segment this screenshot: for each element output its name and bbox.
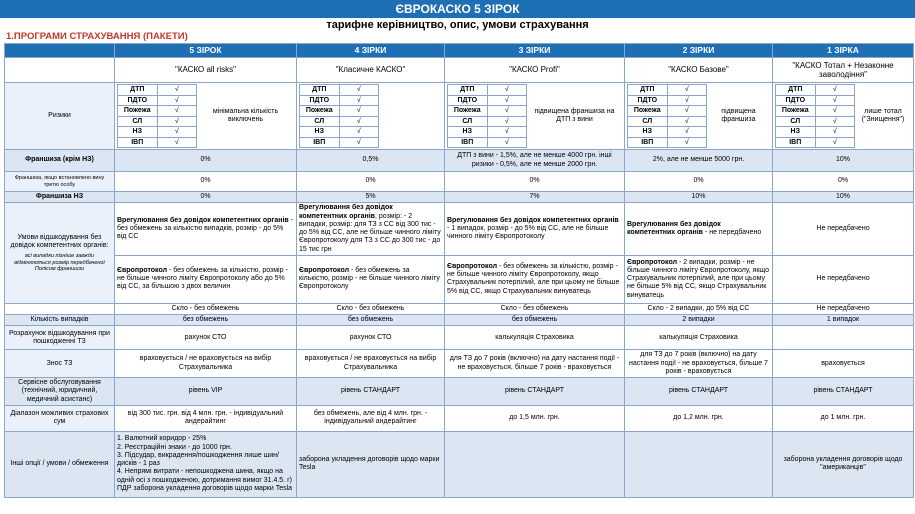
- compensation-term: Врегулювання без довідок компетентних органів: [117, 216, 289, 224]
- risk-check: √: [815, 106, 855, 117]
- compensation-text: , розмір: - 2 випадки, розмір: для ТЗ з СС від 300 тис - до 5% від СС, але не більше чинного ліміту Європротоколу для ТЗ з СС до 300 тис - до 15 тис грн: [299, 212, 441, 253]
- page-subtitle: тарифне керівництво, опис, умови страхування: [326, 19, 589, 31]
- risk-name: СЛ: [776, 116, 816, 127]
- compensation-b-cell: [115, 255, 297, 303]
- franchise-label: Франшиза (крім НЗ): [5, 150, 115, 172]
- risk-name: ДТП: [448, 85, 488, 96]
- risks-label: Ризики: [5, 83, 115, 150]
- risk-name: ПДТО: [448, 95, 488, 106]
- risk-check: √: [339, 137, 379, 148]
- options-first-cell: [115, 431, 297, 497]
- range-value: від 300 тис. грн. від 4 млн. грн. - індивідуальний андерайтинг: [115, 405, 297, 431]
- header-empty: [5, 44, 115, 58]
- risk-name: ДТП: [118, 85, 158, 96]
- risk-check: √: [157, 95, 197, 106]
- calc-value: калькуляція Страховика: [445, 326, 625, 350]
- wear-value: враховується: [773, 350, 914, 378]
- compensation-label-cell: [5, 203, 115, 304]
- franchise-nz-value: 5%: [297, 192, 445, 203]
- section-heading: 1.ПРОГРАМИ СТРАХУВАННЯ (ПАКЕТИ): [6, 31, 188, 42]
- compensation-term: Врегулювання без довідок компетентних органів: [299, 204, 393, 220]
- options-value: заборона укладення договорів щодо "американців": [773, 431, 914, 497]
- risk-check: √: [157, 127, 197, 138]
- risk-check: √: [487, 85, 527, 96]
- calc-value: [773, 326, 914, 350]
- franchise-value: ДТП з вини - 1,5%, але не менше 4000 грн. інші ризики - 0,5%, але не менше 2000 грн.: [445, 150, 625, 172]
- risk-check: √: [339, 106, 379, 117]
- compensation-text: - не передбачено: [703, 229, 762, 236]
- risk-check: √: [815, 95, 855, 106]
- risk-note: підвищена франшиза: [721, 107, 756, 123]
- risk-name: СЛ: [448, 116, 488, 127]
- risk-name: НЗ: [118, 127, 158, 138]
- risk-check: √: [815, 137, 855, 148]
- franchise-third-label: Франшиза, якщо встановлено вину третю особу: [5, 172, 115, 192]
- package-name: "КАСКО Базове": [625, 58, 773, 83]
- package-name: "КАСКО Тотал + Незаконне заволодіння": [773, 58, 914, 83]
- risk-name: ДТП: [628, 85, 668, 96]
- package-stars: 4 ЗІРКИ: [297, 44, 445, 58]
- package-name: "КАСКО all risks": [115, 58, 297, 83]
- franchise-value: 0,5%: [297, 150, 445, 172]
- risk-check: √: [815, 85, 855, 96]
- risk-cell: [773, 83, 914, 150]
- franchise-third-value: 0%: [625, 172, 773, 192]
- compensation-text: - без обмежень за кількістю, розмір - не більше чинного ліміту Європротоколу, якщо Страхувальник потерпілий, але при цьому не більше 5% від СС, якщо Страхувальник винуватець: [447, 262, 620, 295]
- compensation-label: Умови відшкодування без довідок компетентних органів:: [10, 233, 109, 249]
- glass-value: Скло - без обмежень: [445, 303, 625, 314]
- compensation-b-cell: [297, 255, 445, 303]
- options-label: Інші опції / умови / обмеження: [5, 431, 115, 497]
- option-line: 1. Валютний коридор - 25%: [117, 435, 207, 443]
- risk-name: НЗ: [776, 127, 816, 138]
- compensation-text: - без обмежень за кількістю, розмір - не більше чинного ліміту Європротоколу або до 5% від СС, за більшою з двох величин: [117, 266, 288, 291]
- compensation-term: Європротокол: [299, 266, 350, 274]
- wear-value: для ТЗ до 7 років (включно) на дату настання події - не враховується, більше 7 років - враховується: [625, 350, 773, 378]
- cases-label: Кількість випадків: [5, 315, 115, 326]
- glass-value: Скло - 2 випадки, до 5% від СС: [625, 303, 773, 314]
- service-value: рівень СТАНДАРТ: [773, 378, 914, 406]
- compensation-term: Врегулювання без довідок компетентних органів: [627, 220, 721, 236]
- franchise-nz-value: 7%: [445, 192, 625, 203]
- risk-name: Пожежа: [448, 106, 488, 117]
- risk-check: √: [339, 116, 379, 127]
- risk-name: НЗ: [300, 127, 340, 138]
- compensation-text: Не передбачено: [816, 224, 870, 232]
- franchise-value: 0%: [115, 150, 297, 172]
- wear-value: враховується / не враховується на вибір Страхувальника: [297, 350, 445, 378]
- compensation-term: Європротокол: [117, 266, 168, 274]
- risk-check: √: [339, 127, 379, 138]
- calc-value: калькуляція Страховика: [625, 326, 773, 350]
- options-value: [445, 431, 625, 497]
- risk-check: √: [667, 137, 707, 148]
- option-line: 3. Підсудар, викрадення/пошкодження лише шин/дисків - 1 раз: [117, 451, 279, 468]
- risk-name: СЛ: [118, 116, 158, 127]
- compensation-note: всі випадки пізніше завжди відмінюються розмір передбаченої Полісом франшизи: [14, 253, 105, 272]
- package-stars: 2 ЗІРКИ: [625, 44, 773, 58]
- compensation-term: Європротокол: [447, 262, 498, 270]
- risk-check: √: [667, 95, 707, 106]
- glass-label-empty: [5, 303, 115, 314]
- compensation-b-cell: [625, 255, 773, 303]
- risk-cell: [297, 83, 445, 150]
- compensation-term: Врегулювання без довідок компетентних органів: [447, 216, 619, 224]
- page-title: ЄВРОКАСКО 5 ЗІРОК: [0, 0, 915, 18]
- option-line: 2. Реєстраційні знаки - до 1000 грн.: [117, 443, 232, 451]
- franchise-nz-value: 10%: [625, 192, 773, 203]
- range-label: Діапазон можливих страхових сум: [5, 405, 115, 431]
- risk-name: ПДТО: [628, 95, 668, 106]
- package-name: "КАСКО Profi": [445, 58, 625, 83]
- option-line: 4. Непрямі витрати - непошкоджена шина, якщо на одній осі з пошкодженою, дотримання вимог 31.4.5. г) ПДР заборона укладення договорів щодо марки Tesla: [117, 468, 293, 492]
- glass-value: Скло - без обмежень: [115, 303, 297, 314]
- cases-value: без обмежень: [445, 315, 625, 326]
- options-value: заборона укладення договорів щодо марки Tesla: [297, 431, 445, 497]
- compensation-a-cell: [115, 203, 297, 256]
- options-value: [625, 431, 773, 497]
- risk-table: [299, 84, 379, 148]
- risk-name: СЛ: [300, 116, 340, 127]
- wear-value: враховується / не враховується на вибір Страхувальника: [115, 350, 297, 378]
- risk-check: √: [339, 95, 379, 106]
- compensation-text: Не передбачено: [816, 275, 870, 283]
- risk-name: ДТП: [300, 85, 340, 96]
- risk-name: НЗ: [448, 127, 488, 138]
- cases-value: без обмежень: [297, 315, 445, 326]
- risk-check: √: [157, 106, 197, 117]
- compensation-a-cell: [445, 203, 625, 256]
- risk-note: мінімальна кількість виключень: [212, 107, 279, 123]
- compensation-b-cell: [773, 255, 914, 303]
- glass-value: Скло - без обмежень: [297, 303, 445, 314]
- range-value: до 1 млн. грн.: [773, 405, 914, 431]
- risk-name: СЛ: [628, 116, 668, 127]
- range-value: до 1,2 млн. грн.: [625, 405, 773, 431]
- risk-check: √: [487, 137, 527, 148]
- risk-check: √: [157, 137, 197, 148]
- compensation-term: Європротокол: [627, 258, 678, 266]
- compensation-a-cell: [773, 203, 914, 256]
- package-name: "Класичне КАСКО": [297, 58, 445, 83]
- risk-table: [447, 84, 527, 148]
- cases-value: без обмежень: [115, 315, 297, 326]
- service-value: рівень СТАНДАРТ: [625, 378, 773, 406]
- franchise-third-value: 0%: [773, 172, 914, 192]
- risk-name: ІВП: [118, 137, 158, 148]
- compensation-a-cell: [297, 203, 445, 256]
- risk-check: √: [667, 106, 707, 117]
- franchise-value: 2%, але не менше 5000 грн.: [625, 150, 773, 172]
- risk-check: √: [667, 116, 707, 127]
- service-value: рівень СТАНДАРТ: [445, 378, 625, 406]
- risk-check: √: [487, 127, 527, 138]
- compensation-text: - 1 випадок, розмір - до 5% від СС, але не більше чинного ліміту Європротоколу: [447, 224, 609, 241]
- franchise-value: 10%: [773, 150, 914, 172]
- risk-name: ІВП: [628, 137, 668, 148]
- risk-check: √: [487, 106, 527, 117]
- range-value: до 1,5 млн. грн.: [445, 405, 625, 431]
- risk-name: ДТП: [776, 85, 816, 96]
- compensation-text: - без обмежень за кількістю, розмір - не більше чинного ліміту Європротоколу: [299, 266, 440, 291]
- risk-check: √: [667, 85, 707, 96]
- range-value: без обмежень, але від 4 млн. грн. - індивідуальний андерайтинг: [297, 405, 445, 431]
- risk-cell: [625, 83, 773, 150]
- service-value: рівень СТАНДАРТ: [297, 378, 445, 406]
- risk-check: √: [157, 116, 197, 127]
- risk-name: Пожежа: [776, 106, 816, 117]
- calc-value: рахунок СТО: [115, 326, 297, 350]
- franchise-third-value: 0%: [445, 172, 625, 192]
- risk-name: ІВП: [300, 137, 340, 148]
- cases-value: 2 випадки: [625, 315, 773, 326]
- risk-check: √: [339, 85, 379, 96]
- wear-value: для ТЗ до 7 років (включно) на дату настання події - не враховується, більше 7 років - враховується: [445, 350, 625, 378]
- franchise-third-value: 0%: [115, 172, 297, 192]
- risk-name: ПДТО: [300, 95, 340, 106]
- glass-value: Не передбачено: [773, 303, 914, 314]
- compensation-b-cell: [445, 255, 625, 303]
- risk-check: √: [815, 116, 855, 127]
- compensation-text: - 2 випадки, розмір - не більше чинного ліміту Європротоколу, якщо Страхувальник потерпілий, але при цьому не більше 5% від СС, якщо Страхувальник винуватець: [627, 258, 769, 299]
- compensation-text: - без обмежень за кількістю випадків, розмір - до 5% від СС: [117, 216, 293, 241]
- risk-name: НЗ: [628, 127, 668, 138]
- risk-name: Пожежа: [300, 106, 340, 117]
- risk-cell: [115, 83, 297, 150]
- risk-name: ІВП: [776, 137, 816, 148]
- franchise-nz-value: 0%: [115, 192, 297, 203]
- compensation-a-cell: [625, 203, 773, 256]
- risk-check: √: [487, 95, 527, 106]
- name-empty: [5, 58, 115, 83]
- risk-name: ІВП: [448, 137, 488, 148]
- risk-check: √: [815, 127, 855, 138]
- risk-name: Пожежа: [118, 106, 158, 117]
- insurance-programs-table: [4, 43, 914, 498]
- package-stars: 5 ЗІРОК: [115, 44, 297, 58]
- franchise-nz-value: 10%: [773, 192, 914, 203]
- risk-check: √: [487, 116, 527, 127]
- calc-label: Розрахунок відшкодування при пошкодженні ТЗ: [5, 326, 115, 350]
- risk-note: підвищена франшиза на ДТП з вини: [534, 107, 615, 123]
- franchise-third-value: 0%: [297, 172, 445, 192]
- risk-check: √: [667, 127, 707, 138]
- risk-table: [627, 84, 707, 148]
- wear-label: Знос ТЗ: [5, 350, 115, 378]
- calc-value: рахунок СТО: [297, 326, 445, 350]
- risk-check: √: [157, 85, 197, 96]
- risk-name: Пожежа: [628, 106, 668, 117]
- risk-note: лише тотал ("Знищення"): [861, 107, 905, 123]
- package-stars: 1 ЗІРКА: [773, 44, 914, 58]
- service-value: рівень VIP: [115, 378, 297, 406]
- risk-table: [775, 84, 855, 148]
- risk-cell: [445, 83, 625, 150]
- service-label: Сервісне обслуговування (технічний, юридичний, медичний асистанс): [5, 378, 115, 406]
- cases-value: 1 випадок: [773, 315, 914, 326]
- franchise-nz-label: Франшиза НЗ: [5, 192, 115, 203]
- package-stars: 3 ЗІРКИ: [445, 44, 625, 58]
- risk-name: ПДТО: [776, 95, 816, 106]
- risk-name: ПДТО: [118, 95, 158, 106]
- risk-table: [117, 84, 197, 148]
